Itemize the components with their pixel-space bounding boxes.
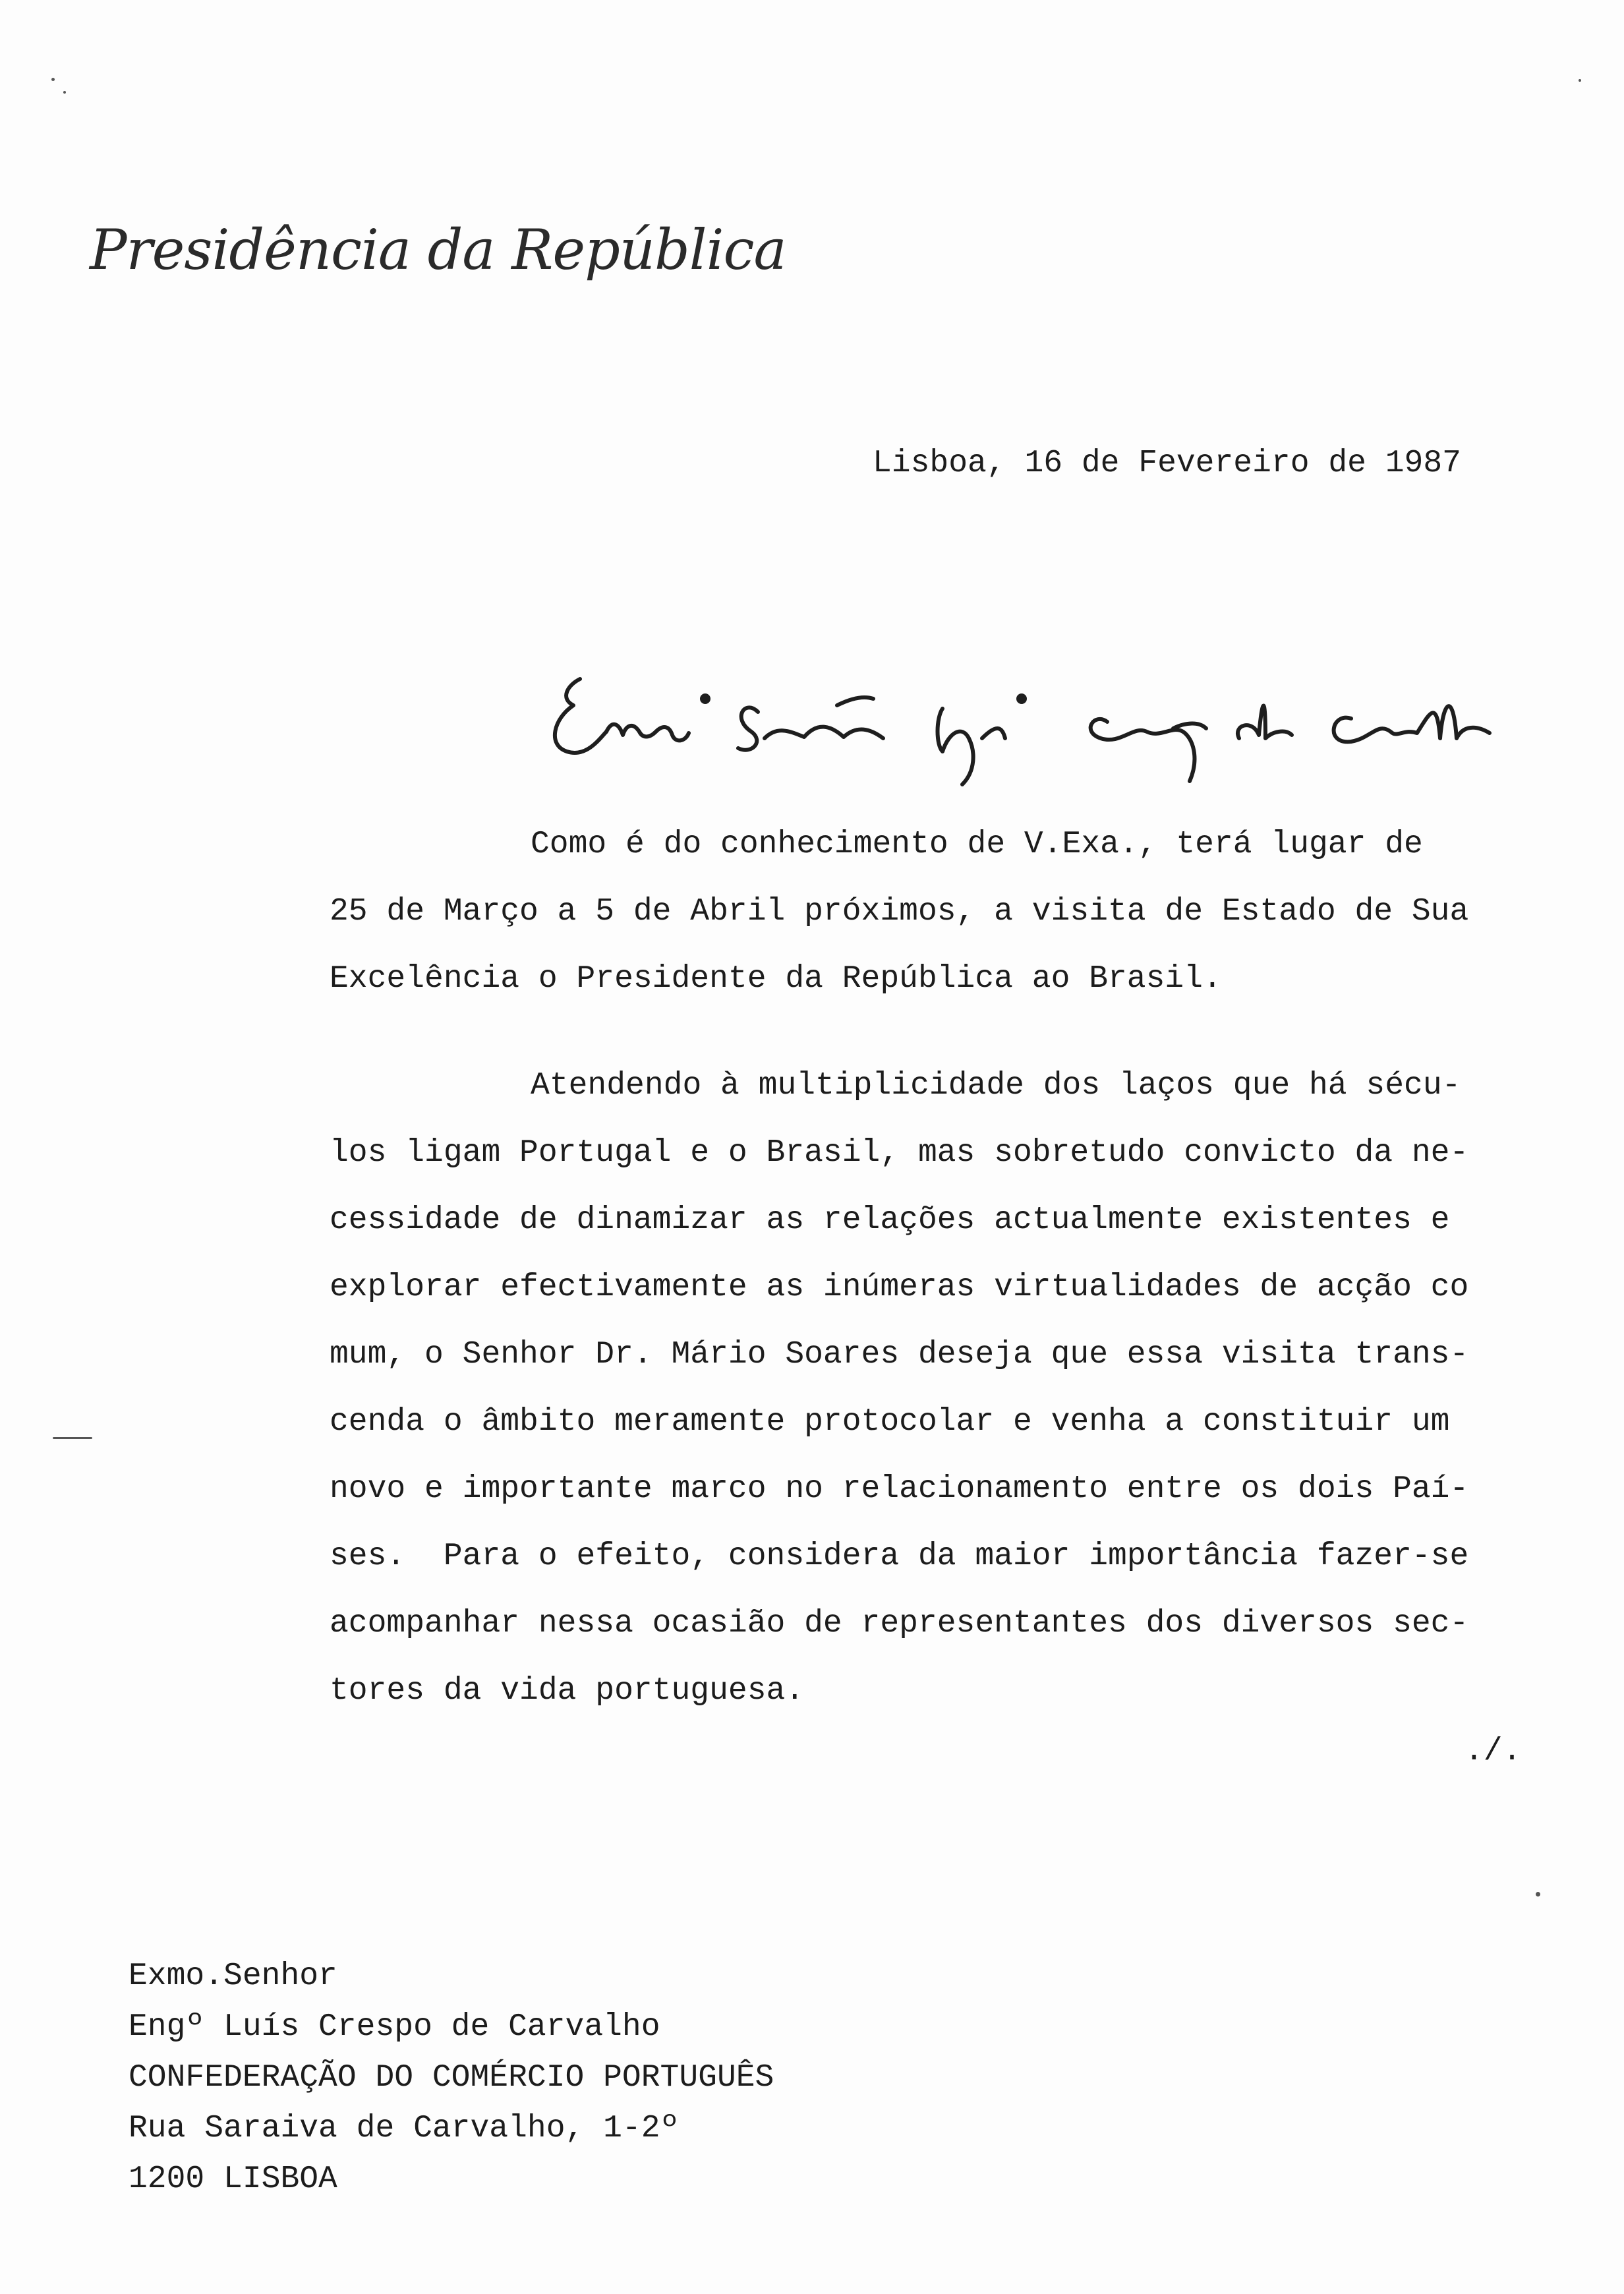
- body-line: mum, o Senhor Dr. Mário Soares deseja que essa visita trans-: [330, 1337, 1469, 1372]
- recipient-address: [129, 1951, 774, 2205]
- body-line: acompanhar nessa ocasião de representantes dos diversos sec-: [330, 1606, 1469, 1641]
- address-line: Engº Luís Crespo de Carvalho: [129, 2009, 660, 2045]
- letter-body: [330, 811, 1536, 1764]
- body-line: cessidade de dinamizar as relações actualmente existentes e: [330, 1202, 1450, 1238]
- body-line: ses. Para o efeito, considera da maior importância fazer-se: [330, 1539, 1469, 1574]
- address-line: CONFEDERAÇÃO DO COMÉRCIO PORTUGUÊS: [129, 2060, 774, 2096]
- address-line: 1200 LISBOA: [129, 2162, 337, 2197]
- scan-speck: [53, 1437, 92, 1439]
- body-line: 25 de Março a 5 de Abril próximos, a visita de Estado de Sua: [330, 894, 1469, 929]
- letter-date: Lisboa, 16 de Fevereiro de 1987: [873, 446, 1461, 481]
- letterhead: Presidência da República: [90, 218, 786, 282]
- body-paragraph-1: [330, 811, 1536, 1013]
- body-line: explorar efectivamente as inúmeras virtualidades de acção co: [330, 1270, 1469, 1305]
- body-paragraph-2: [330, 1052, 1536, 1724]
- body-line: cenda o âmbito meramente protocolar e venha a constituir um: [330, 1404, 1450, 1440]
- body-line: Excelência o Presidente da República ao Brasil.: [330, 961, 1222, 997]
- body-line: Atendendo à multiplicidade dos laços que há sécu-: [531, 1068, 1461, 1103]
- body-line: novo e importante marco no relacionamento entre os dois Paí-: [330, 1471, 1469, 1507]
- body-line: los ligam Portugal e o Brasil, mas sobretudo convicto da ne-: [330, 1135, 1469, 1171]
- scan-speck: [1536, 1892, 1540, 1897]
- handwriting-scribble: [540, 659, 1496, 791]
- body-line: Como é do conhecimento de V.Exa., terá lugar de: [531, 827, 1423, 862]
- continued-mark: ./.: [1464, 1734, 1522, 1769]
- scan-speck: [51, 78, 55, 81]
- body-line: tores da vida portuguesa.: [330, 1673, 805, 1709]
- scan-speck: [1579, 79, 1581, 82]
- address-line: Exmo.Senhor: [129, 1958, 337, 1994]
- handwritten-salutation: [540, 659, 1496, 791]
- address-line: Rua Saraiva de Carvalho, 1-2º: [129, 2111, 680, 2146]
- scan-speck: [63, 91, 66, 94]
